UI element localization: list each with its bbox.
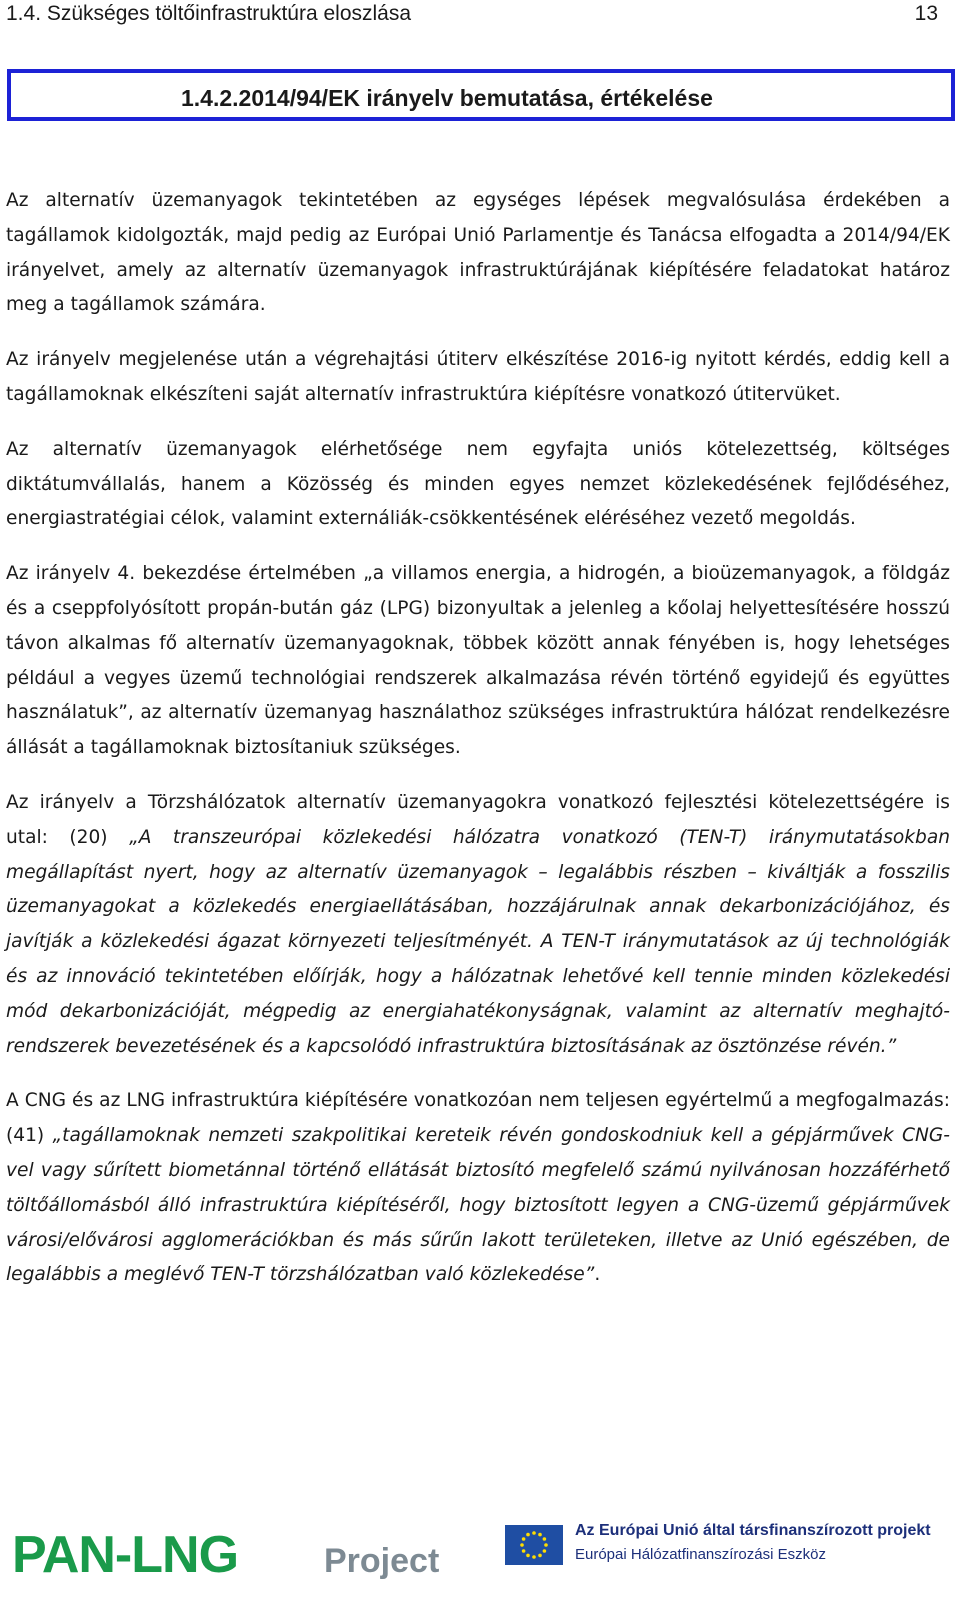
running-header [0, 0, 960, 30]
eu-funding-block [505, 1522, 955, 1582]
paragraph-5 [6, 786, 950, 1064]
pan-lng-project-logo [12, 1522, 442, 1582]
logo-pan-lng-text: PAN-LNG [12, 1526, 239, 1582]
paragraph-3: Az alternatív üzemanyagok elérhetősége nem egyfajta uniós kötelezettség, költséges diktátumvállalás, hanem a Közösség és minden egyes nemzet közlekedésének fejlődéséhez, energiastratégiai célok, valamint externáliák-csökkentésének eléréséhez vezető megoldás. [6, 438, 950, 530]
eu-flag-icon [505, 1525, 563, 1565]
paragraph-2: Az irányelv megjelenése után a végrehajtási útiterv elkészítése 2016-ig nyitott kérdés, eddig kell a tagállamoknak elkészíteni saját alternatív infrastruktúra kiépítésre vonatkozó útitervüket. [6, 349, 950, 405]
paragraph-6-quote: „tagállamoknak nemzeti szakpolitikai kereteik révén gondoskodniuk kell a gépjárművek CNG-vel vagy sűrített biometánnal történő ellátását biztosító megfelelő számú nyilvánosan hozzáférhető töltőállomásból álló infrastruktúra kiépítéséről, hogy biztosított legyen a CNG-üzemű gépjárművek városi/elővárosi agglomerációkban és más sűrűn lakott területeken, illetve az Unió egészében, de legalábbis a meglévő TEN-T törzshálózatban való közlekedése” [6, 1125, 950, 1286]
paragraph-6-intro: A CNG és az LNG infrastruktúra kiépítésére vonatkozóan nem teljesen egyértelmű a megfogalmazás: (41) [6, 1090, 950, 1147]
document-body [6, 184, 950, 1293]
page-number: 13 [914, 2, 938, 25]
paragraph-1: Az alternatív üzemanyagok tekintetében az egységes lépések megvalósulása érdekében a tagállamok kidolgozták, majd pedig az Európai Unió Parlamentje és Tanácsa elfogadta a 2014/94/EK irányelvet, amely az alternatív üzemanyagok infrastruktúrájának kiépítésére feladatokat határoz meg a tagállamok számára. [6, 190, 950, 316]
paragraph-6 [6, 1084, 950, 1293]
header-title: 1.4. Szükséges töltőinfrastruktúra eloszlása [6, 2, 412, 25]
paragraph-6-end: . [594, 1264, 601, 1286]
eu-cofinanced-text: Az Európai Unió által társfinanszírozott projekt [575, 1522, 931, 1539]
section-heading-box [7, 69, 955, 121]
page-footer [0, 1510, 960, 1612]
logo-project-text: Project [324, 1542, 440, 1580]
paragraph-5-intro: Az irányelv a Törzshálózatok alternatív üzemanyagokra vonatkozó fejlesztési kötelezettségére is utal: (20) [6, 791, 950, 848]
paragraph-5-quote: „A transzeurópai közlekedési hálózatra vonatkozó (TEN-T) iránymutatásokban megállapítást nyert, hogy az alternatív üzemanyagok – legalábbis részben – kiváltják a fosszilis üzemanyagokat a közlekedés energiaellátásában, hozzájárulnak annak dekarbonizációjához, és javítják a közlekedési ágazat környezeti teljesítményét. A TEN-T iránymutatások az új technológiák és az innováció tekintetében előírják, hogy a hálózatnak lehetővé kell tennie minden közlekedési mód dekarbonizációját, mégpedig az energiahatékonyságnak, valamint az alternatív meghajtó-rendszerek bevezetésének és a kapcsolódó infrastruktúra biztosításának az ösztönzése révén.” [6, 826, 951, 1057]
paragraph-4: Az irányelv 4. bekezdése értelmében „a villamos energia, a hidrogén, a bioüzemanyagok, a földgáz és a cseppfolyósított propán-bután gáz (LPG) bizonyultak a jelenleg a kőolaj helyettesítésére hosszú távon alkalmas fő alternatív üzemanyagoknak, többek között annak fényében is, hogy lehetséges például a vegyes üzemű technológiai rendszerek alkalmazása révén történő egyidejű és együttes használatuk”, az alternatív üzemanyag használathoz szükséges infrastruktúra hálózat rendelkezésre állását a tagállamoknak biztosítaniuk szükséges. [6, 563, 950, 759]
cef-text: Európai Hálózatfinanszírozási Eszköz [575, 1546, 826, 1563]
section-heading: 1.4.2.2014/94/EK irányelv bemutatása, értékelése [181, 85, 713, 111]
